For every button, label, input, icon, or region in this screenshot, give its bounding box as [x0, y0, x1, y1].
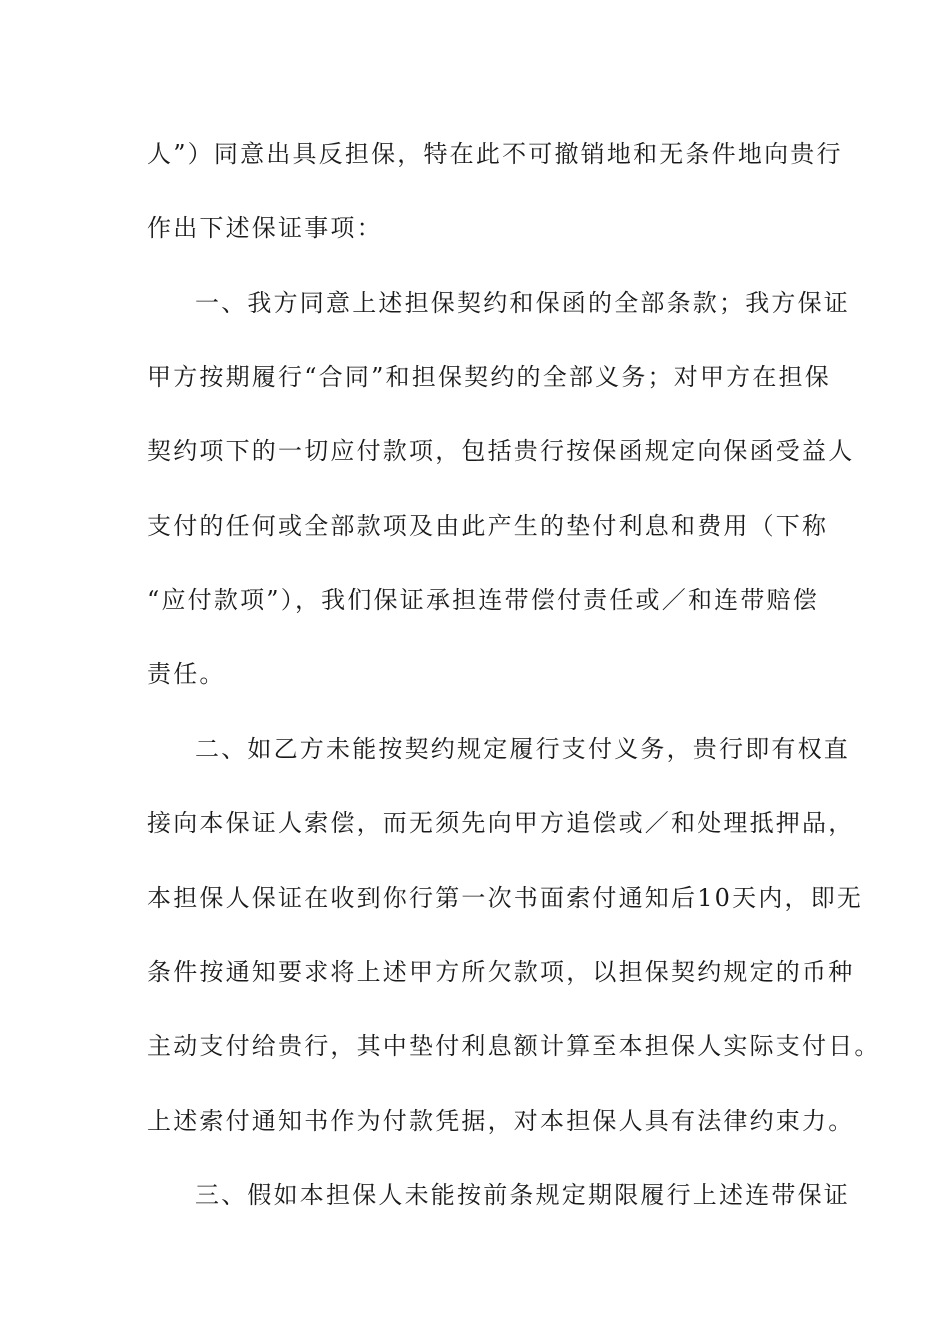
paragraph-start-line: 二、如乙方未能按契约规定履行支付义务，贵行即有权直 — [195, 735, 850, 763]
text-line: 责任。 — [147, 660, 226, 688]
text-line: 接向本保证人索偿，而无须先向甲方追偿或／和处理抵押品， — [147, 809, 855, 837]
text-line: 主动支付给贵行，其中垫付利息额计算至本担保人实际支付日。 — [147, 1032, 881, 1060]
text-line: 本担保人保证在收到你行第一次书面索付通知后10天内，即无 — [147, 884, 864, 912]
text-line: 人”）同意出具反担保，特在此不可撤销地和无条件地向贵行 — [147, 140, 843, 168]
paragraph-start-line: 一、我方同意上述担保契约和保函的全部条款；我方保证 — [195, 289, 850, 317]
text-line: “应付款项”），我们保证承担连带偿付责任或／和连带赔偿 — [147, 586, 819, 614]
text-line: 契约项下的一切应付款项，包括贵行按保函规定向保函受益人 — [147, 437, 855, 465]
text-line: 甲方按期履行“合同”和担保契约的全部义务；对甲方在担保 — [147, 363, 831, 391]
text-line: 上述索付通知书作为付款凭据，对本担保人具有法律约束力。 — [147, 1107, 855, 1135]
paragraph-start-line: 三、假如本担保人未能按前条规定期限履行上述连带保证 — [195, 1181, 850, 1209]
text-line: 条件按通知要求将上述甲方所欠款项，以担保契约规定的币种 — [147, 958, 855, 986]
text-line: 作出下述保证事项： — [147, 214, 383, 242]
text-line: 支付的任何或全部款项及由此产生的垫付利息和费用（下称 — [147, 512, 829, 540]
